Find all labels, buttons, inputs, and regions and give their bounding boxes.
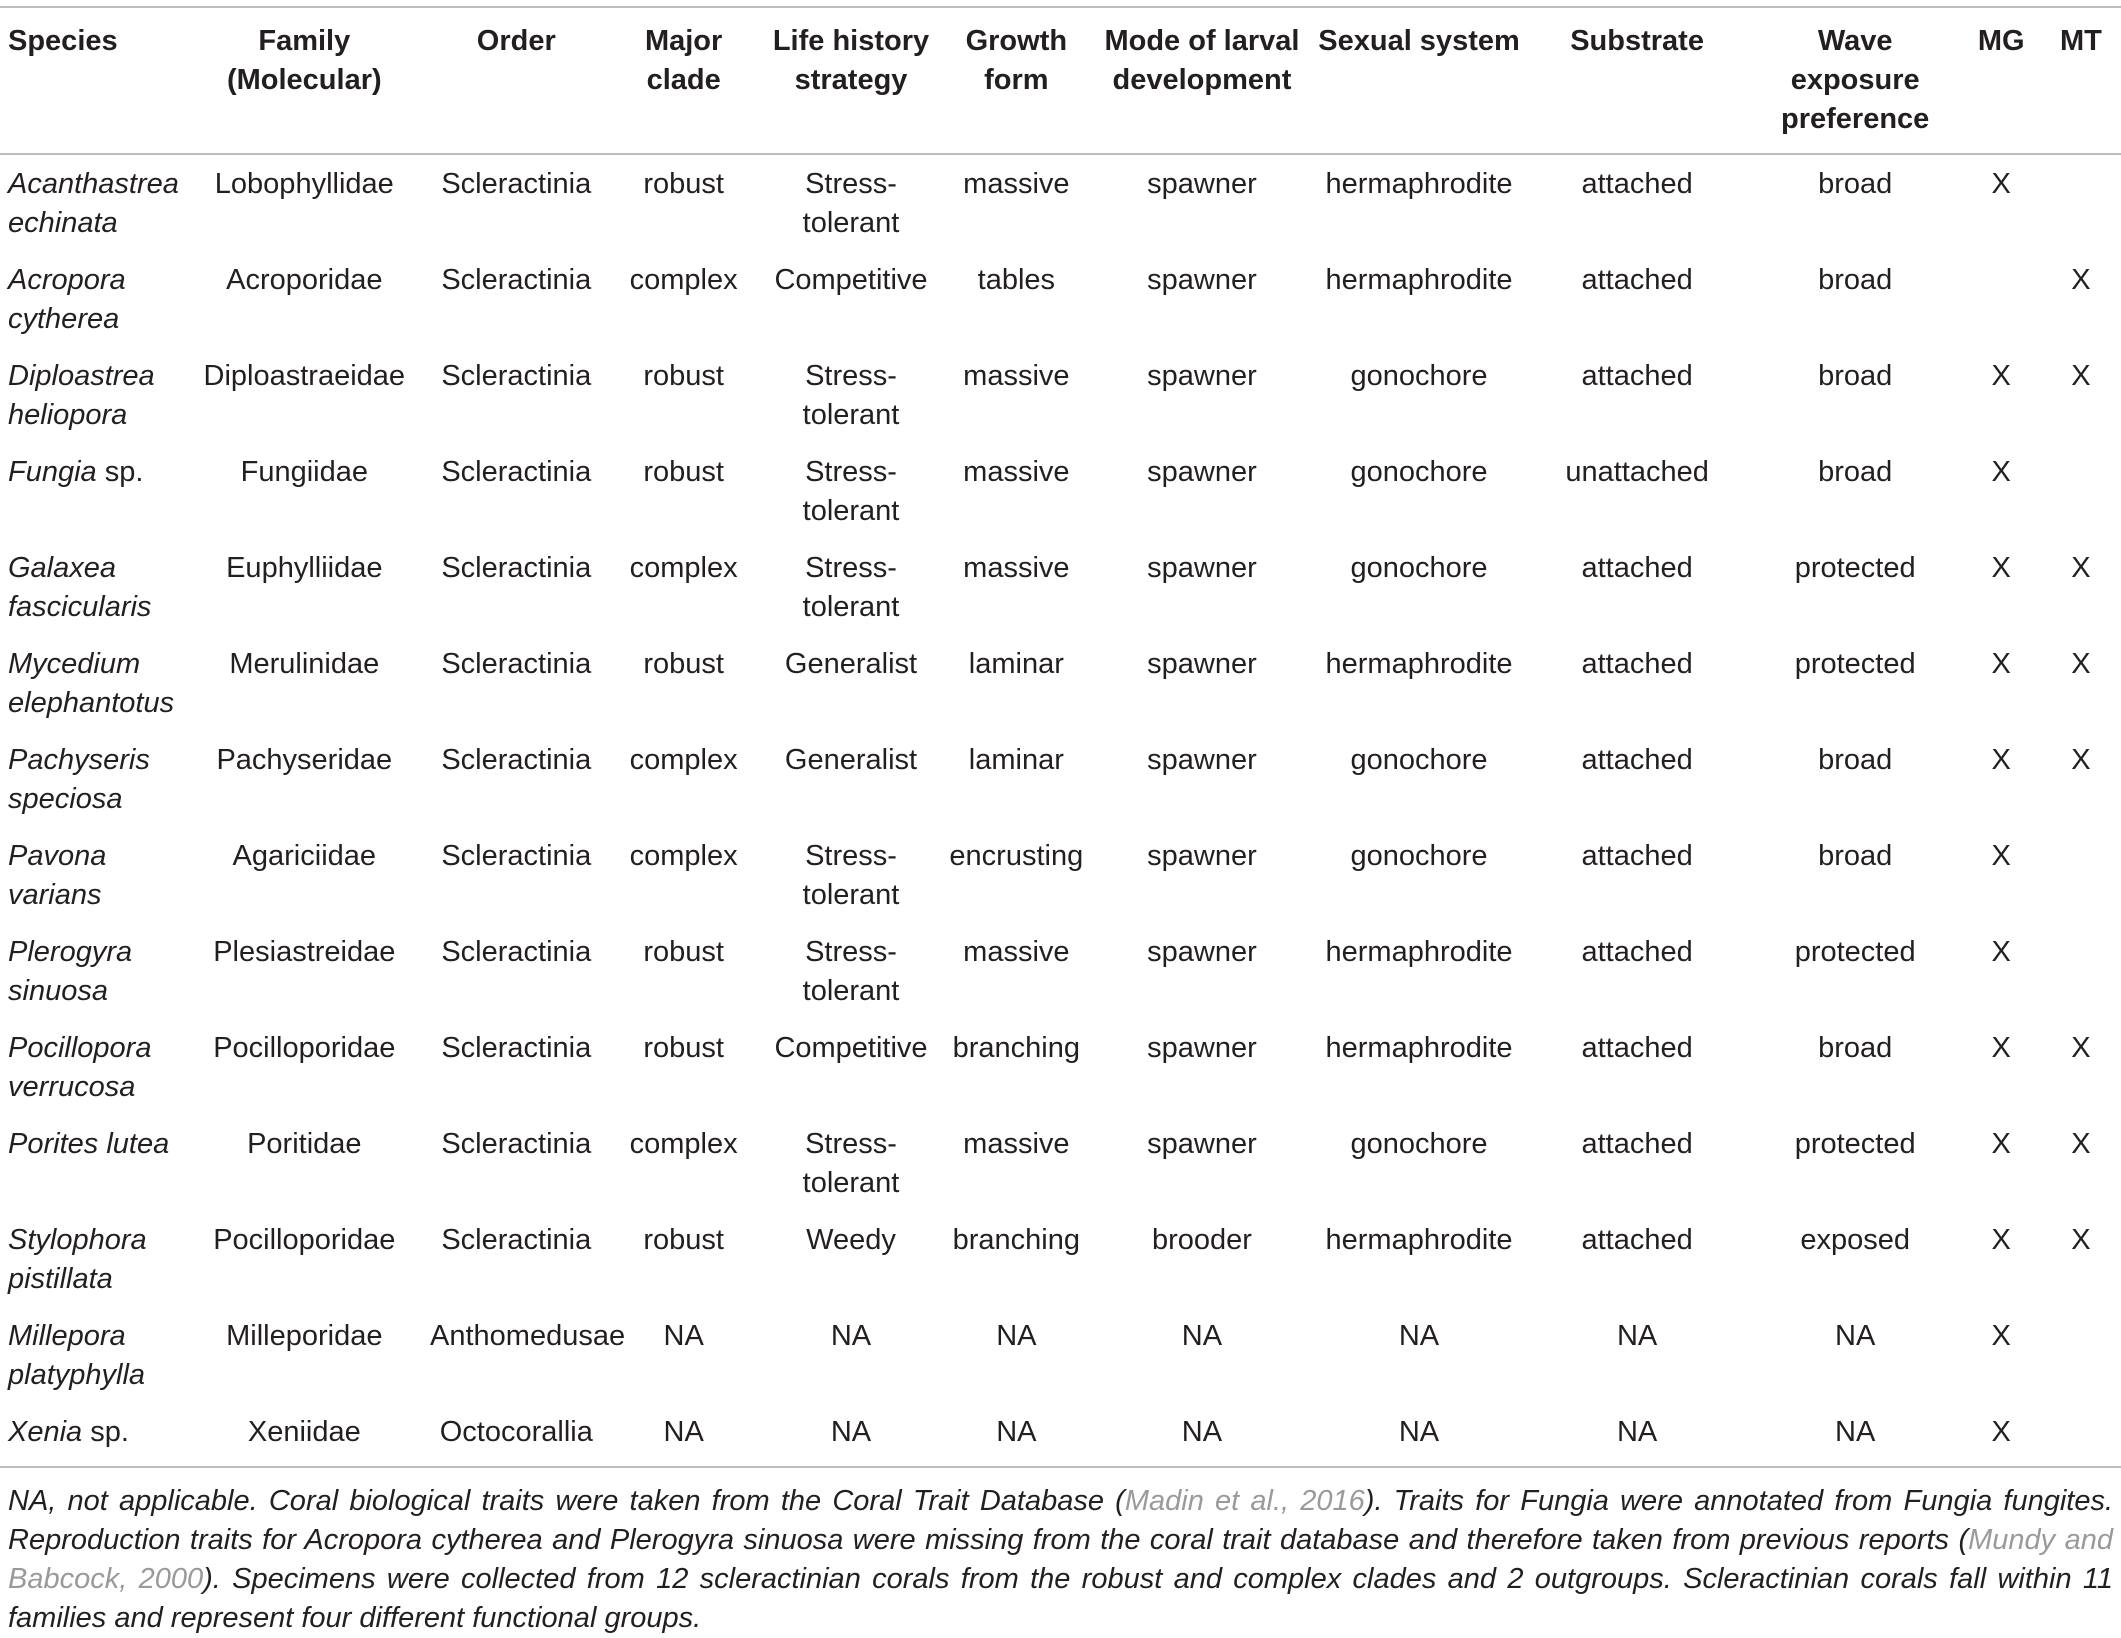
cell-larval-development: spawner (1147, 552, 1257, 584)
cell-growth-form: encrusting (949, 840, 1084, 872)
coral-traits-table (0, 6, 2121, 1468)
cell-growth-form: NA (996, 1320, 1037, 1352)
cell-order: Scleractinia (441, 456, 592, 488)
header-wave-exposure: Wave exposure preference (1749, 7, 1962, 154)
cell-wave-exposure: broad (1818, 744, 1893, 776)
header-mg: MG (1962, 7, 2041, 154)
cell-life-history: Stress-tolerant (802, 168, 900, 239)
cell-family: Lobophyllidae (214, 168, 394, 200)
cell-major-clade: NA (663, 1320, 704, 1352)
cell-mt (2041, 154, 2121, 251)
species-name: Pocillopora verrucosa (8, 1032, 152, 1103)
cell-major-clade: complex (629, 1128, 738, 1160)
cell-life-history: Stress-tolerant (802, 552, 900, 623)
cell-wave-exposure: NA (1835, 1320, 1876, 1352)
cell-life-history: Competitive (774, 264, 928, 296)
cell-mg: X (1991, 360, 2011, 392)
cell-family: Diploastraeidae (203, 360, 406, 392)
cell-mt: X (2071, 552, 2091, 584)
cell-growth-form: massive (963, 168, 1070, 200)
cell-sexual-system: hermaphrodite (1325, 936, 1513, 968)
cell-species (0, 731, 183, 827)
cell-major-clade: robust (643, 1224, 724, 1256)
cell-substrate: attached (1581, 552, 1693, 584)
cell-family: Plesiastreidae (213, 936, 396, 968)
table-row (0, 347, 2121, 443)
species-name: Pachyseris speciosa (8, 744, 150, 815)
species-name: Diploastrea heliopora (8, 360, 155, 431)
cell-major-clade: complex (629, 840, 738, 872)
cell-sexual-system: hermaphrodite (1325, 1032, 1513, 1064)
cell-wave-exposure: broad (1818, 1032, 1893, 1064)
footnote-text-2: ). Traits for Fungia were annotated from Fungia fungites. Reproduction traits for Acropora cytherea and Plerogyra sinuosa were missing from the coral trait database and therefore taken from previous reports ( (8, 1485, 2114, 1556)
table-row (0, 539, 2121, 635)
cell-family: Milleporidae (226, 1320, 383, 1352)
cell-life-history: Competitive (774, 1032, 928, 1064)
cell-growth-form: massive (963, 360, 1070, 392)
cell-order: Scleractinia (441, 1032, 592, 1064)
table-row (0, 1115, 2121, 1211)
cell-growth-form: NA (941, 1403, 1091, 1467)
cell-mg: X (1991, 456, 2011, 488)
cell-family: Pocilloporidae (213, 1032, 396, 1064)
cell-species (0, 1115, 183, 1211)
table-row (0, 731, 2121, 827)
cell-family: Xeniidae (183, 1403, 426, 1467)
table-row (0, 827, 2121, 923)
cell-life-history: Generalist (784, 744, 918, 776)
cell-major-clade: robust (643, 168, 724, 200)
cell-order: Octocorallia (426, 1403, 607, 1467)
cell-family: Poritidae (247, 1128, 362, 1160)
cell-order: Scleractinia (441, 264, 592, 296)
cell-growth-form: branching (952, 1224, 1081, 1256)
cell-larval-development: spawner (1147, 744, 1257, 776)
cell-wave-exposure: protected (1794, 552, 1916, 584)
cell-mg: X (1991, 936, 2011, 968)
table-row (0, 251, 2121, 347)
species-suffix: sp. (96, 456, 144, 488)
cell-mg: X (1991, 552, 2011, 584)
table-body (0, 154, 2121, 1467)
header-sexual-system: Sexual system (1313, 7, 1526, 154)
cell-wave-exposure: broad (1818, 168, 1893, 200)
cell-order: Scleractinia (441, 552, 592, 584)
cell-substrate: attached (1581, 168, 1693, 200)
cell-mg (1962, 251, 2041, 347)
cell-sexual-system: hermaphrodite (1325, 648, 1513, 680)
cell-major-clade: robust (643, 360, 724, 392)
cell-wave-exposure: broad (1818, 264, 1893, 296)
species-name: Stylophora pistillata (8, 1224, 147, 1295)
cell-life-history: Stress-tolerant (802, 936, 900, 1007)
cell-major-clade: complex (629, 744, 738, 776)
cell-substrate: attached (1581, 648, 1693, 680)
table-row (0, 443, 2121, 539)
cell-substrate: attached (1581, 1224, 1693, 1256)
cell-order: Scleractinia (441, 936, 592, 968)
footnote-text-1: NA, not applicable. Coral biological traits were taken from the Coral Trait Database ( (8, 1485, 1125, 1517)
cell-wave-exposure: broad (1818, 840, 1893, 872)
cell-major-clade: robust (643, 1032, 724, 1064)
species-name: Pavona varians (8, 840, 107, 911)
cell-mg: X (1991, 1032, 2011, 1064)
cell-order: Scleractinia (441, 744, 592, 776)
cell-mt (2041, 1307, 2121, 1403)
cell-species (0, 827, 183, 923)
cell-species (0, 1019, 183, 1115)
cell-life-history: Generalist (784, 648, 918, 680)
table-row (0, 1307, 2121, 1403)
cell-larval-development: spawner (1147, 1032, 1257, 1064)
cell-family: Pachyseridae (216, 744, 393, 776)
table-header (0, 7, 2121, 154)
species-suffix: sp. (82, 1416, 129, 1448)
cell-species (0, 635, 183, 731)
cell-growth-form: massive (963, 552, 1070, 584)
cell-larval-development: NA (1091, 1403, 1312, 1467)
table-row (0, 154, 2121, 251)
cell-substrate: attached (1581, 744, 1693, 776)
cell-mt (2041, 827, 2121, 923)
cell-major-clade: robust (643, 936, 724, 968)
cell-wave-exposure: protected (1794, 648, 1916, 680)
table-footnote (0, 1468, 2121, 1638)
cell-major-clade: complex (629, 264, 738, 296)
cell-species (0, 347, 183, 443)
cell-substrate: NA (1616, 1320, 1658, 1352)
cell-life-history: NA (761, 1403, 942, 1467)
header-life-history: Life history strategy (761, 7, 942, 154)
cell-sexual-system: gonochore (1350, 456, 1488, 488)
cell-growth-form: laminar (968, 648, 1064, 680)
cell-mg: X (1991, 648, 2011, 680)
header-growth-form: Growth form (941, 7, 1091, 154)
cell-growth-form: laminar (968, 744, 1064, 776)
footnote-citation-madin[interactable]: Madin et al., 2016 (1124, 1485, 1365, 1517)
cell-major-clade: complex (629, 552, 738, 584)
cell-life-history: Stress-tolerant (802, 360, 900, 431)
cell-larval-development: spawner (1147, 648, 1257, 680)
cell-life-history: Stress-tolerant (802, 456, 900, 527)
cell-sexual-system: gonochore (1350, 744, 1488, 776)
species-name: Xenia (8, 1416, 83, 1448)
table-row (0, 1403, 2121, 1467)
cell-order: Anthomedusae (430, 1320, 626, 1352)
cell-sexual-system: hermaphrodite (1325, 168, 1513, 200)
cell-mt: X (2071, 1128, 2091, 1160)
cell-species (0, 539, 183, 635)
cell-larval-development: brooder (1151, 1224, 1252, 1256)
cell-substrate: attached (1581, 936, 1693, 968)
cell-family: Agariciidae (232, 840, 377, 872)
cell-sexual-system: gonochore (1350, 360, 1488, 392)
header-major-clade: Major clade (607, 7, 761, 154)
cell-sexual-system: gonochore (1350, 1128, 1488, 1160)
cell-family: Euphylliidae (226, 552, 383, 584)
header-mt: MT (2041, 7, 2121, 154)
cell-sexual-system: hermaphrodite (1325, 264, 1513, 296)
cell-substrate: NA (1526, 1403, 1749, 1467)
cell-growth-form: massive (963, 936, 1070, 968)
cell-mg: X (1962, 1403, 2041, 1467)
cell-sexual-system: NA (1313, 1403, 1526, 1467)
cell-larval-development: spawner (1147, 1128, 1257, 1160)
cell-wave-exposure: exposed (1800, 1224, 1910, 1256)
header-species: Species (0, 7, 183, 154)
cell-wave-exposure: NA (1749, 1403, 1962, 1467)
cell-growth-form: massive (963, 1128, 1070, 1160)
cell-order: Scleractinia (441, 360, 592, 392)
cell-species (0, 154, 183, 251)
table-row (0, 635, 2121, 731)
cell-mg: X (1991, 744, 2011, 776)
cell-larval-development: spawner (1147, 936, 1257, 968)
cell-wave-exposure: protected (1794, 1128, 1916, 1160)
species-name: Fungia (8, 456, 97, 488)
cell-substrate: attached (1581, 264, 1693, 296)
table-row (0, 923, 2121, 1019)
cell-mt: X (2071, 264, 2091, 296)
cell-larval-development: spawner (1147, 264, 1257, 296)
cell-mg: X (1991, 1224, 2011, 1256)
cell-family: Fungiidae (240, 456, 368, 488)
cell-growth-form: tables (977, 264, 1056, 296)
cell-family: Pocilloporidae (213, 1224, 396, 1256)
header-row (0, 7, 2121, 154)
cell-mt (2041, 443, 2121, 539)
header-order: Order (426, 7, 607, 154)
cell-sexual-system: gonochore (1350, 552, 1488, 584)
cell-sexual-system: NA (1398, 1320, 1440, 1352)
cell-species (0, 923, 183, 1019)
cell-mg: X (1991, 168, 2011, 200)
cell-family: Acroporidae (226, 264, 383, 296)
cell-species (0, 1307, 183, 1403)
cell-order: Scleractinia (441, 1128, 592, 1160)
cell-order: Scleractinia (441, 1224, 592, 1256)
footnote-citation-mundy[interactable]: Mundy and Babcock, 2000 (8, 1524, 2113, 1595)
cell-order: Scleractinia (441, 648, 592, 680)
cell-major-clade: robust (643, 456, 724, 488)
cell-wave-exposure: broad (1818, 360, 1893, 392)
cell-mt: X (2071, 360, 2091, 392)
footnote-text-3: ). Specimens were collected from 12 scleractinian corals from the robust and complex clades and 2 outgroups. Scleractinian corals fall within 11 families and represent four different functional groups. (8, 1563, 2114, 1634)
cell-species (0, 1403, 183, 1467)
cell-life-history: Weedy (806, 1224, 896, 1256)
cell-substrate: attached (1581, 1128, 1693, 1160)
cell-sexual-system: hermaphrodite (1325, 1224, 1513, 1256)
cell-family: Merulinidae (229, 648, 380, 680)
cell-mg: X (1991, 1128, 2011, 1160)
cell-mt: X (2071, 1224, 2091, 1256)
header-larval-development: Mode of larval development (1091, 7, 1312, 154)
header-family: Family (Molecular) (183, 7, 426, 154)
cell-substrate: attached (1581, 1032, 1693, 1064)
cell-larval-development: spawner (1147, 456, 1257, 488)
cell-substrate: unattached (1565, 456, 1709, 488)
cell-mt (2041, 1403, 2121, 1467)
cell-larval-development: spawner (1147, 168, 1257, 200)
species-name: Porites lutea (8, 1128, 170, 1160)
species-name: Acanthastrea echinata (8, 168, 179, 239)
cell-life-history: Stress-tolerant (802, 840, 900, 911)
cell-mt: X (2071, 648, 2091, 680)
cell-life-history: Stress-tolerant (802, 1128, 900, 1199)
cell-species (0, 443, 183, 539)
table-row (0, 1211, 2121, 1307)
cell-mg: X (1991, 840, 2011, 872)
cell-mt: X (2071, 744, 2091, 776)
cell-substrate: attached (1581, 360, 1693, 392)
cell-growth-form: massive (963, 456, 1070, 488)
cell-species (0, 251, 183, 347)
cell-major-clade: robust (643, 648, 724, 680)
cell-growth-form: branching (952, 1032, 1081, 1064)
cell-substrate: attached (1581, 840, 1693, 872)
cell-larval-development: spawner (1147, 360, 1257, 392)
cell-wave-exposure: broad (1818, 456, 1893, 488)
cell-sexual-system: gonochore (1350, 840, 1488, 872)
species-name: Mycedium elephantotus (8, 648, 175, 719)
species-name: Millepora platyphylla (8, 1320, 146, 1391)
cell-order: Scleractinia (441, 840, 592, 872)
cell-mt: X (2071, 1032, 2091, 1064)
cell-wave-exposure: protected (1794, 936, 1916, 968)
cell-mg: X (1991, 1320, 2011, 1352)
species-name: Plerogyra sinuosa (8, 936, 133, 1007)
cell-larval-development: NA (1181, 1320, 1223, 1352)
table-row (0, 1019, 2121, 1115)
species-name: Acropora cytherea (8, 264, 126, 335)
cell-major-clade: NA (607, 1403, 761, 1467)
cell-order: Scleractinia (441, 168, 592, 200)
cell-life-history: NA (830, 1320, 872, 1352)
species-name: Galaxea fascicularis (8, 552, 152, 623)
cell-mt (2041, 923, 2121, 1019)
header-substrate: Substrate (1526, 7, 1749, 154)
cell-larval-development: spawner (1147, 840, 1257, 872)
cell-species (0, 1211, 183, 1307)
